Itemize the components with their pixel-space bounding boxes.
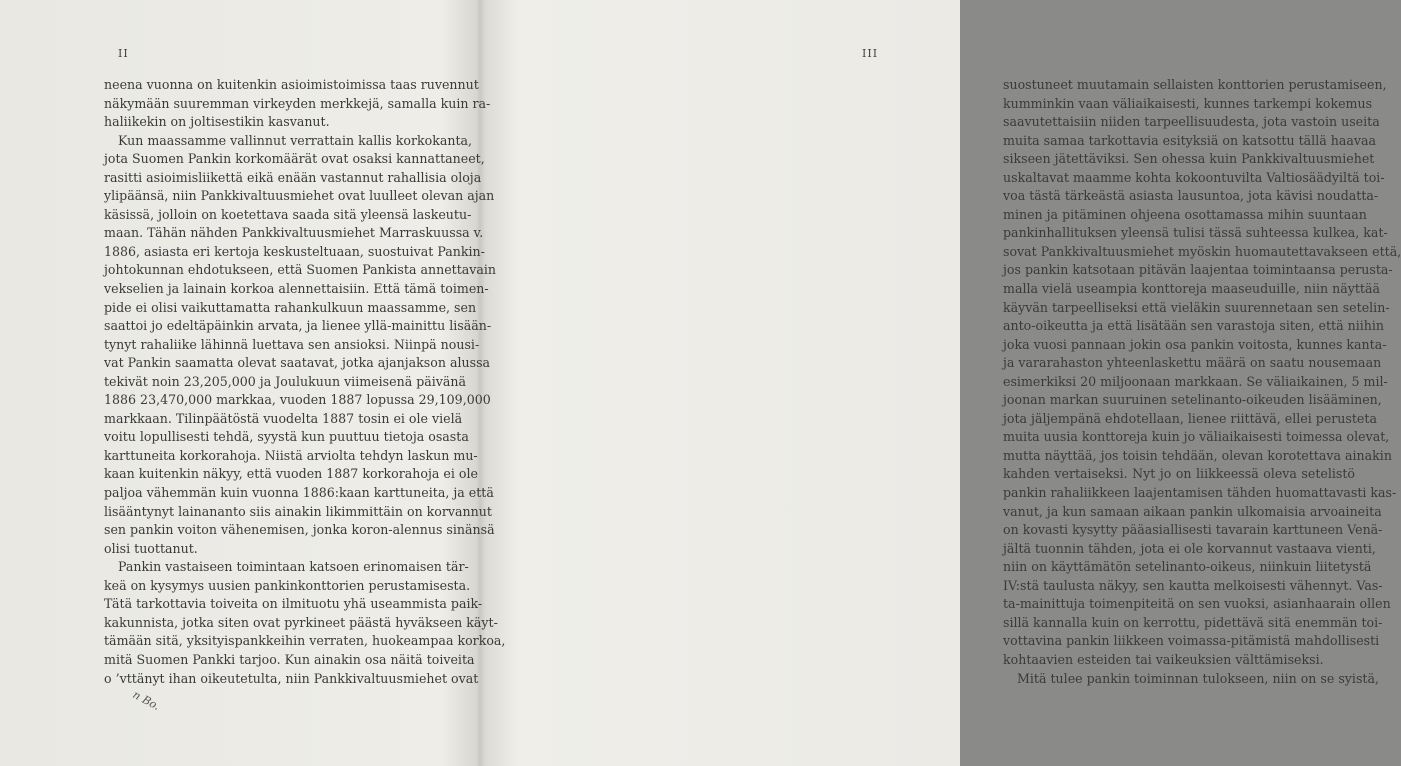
text-line: pide ei olisi vaikuttamatta rahankulkuun maassamme, sen xyxy=(104,299,477,315)
text-line: kumminkin vaan väliaikaisesti, kunnes tarkempi kokemus xyxy=(1003,95,1373,111)
text-line: vekselien ja lainain korkoa alennettaisiin. Että tämä toimen- xyxy=(104,281,489,297)
text-block xyxy=(104,76,506,688)
page-number: III xyxy=(862,47,879,60)
text-line: Mitä tulee pankin toiminnan tulokseen, niin on se syistä, xyxy=(1017,670,1379,686)
text-line: paljoa vähemmän kuin vuonna 1886:kaan karttuneita, ja että xyxy=(104,485,494,501)
text-line: ta-mainittuja toimenpiteitä on sen vuoksi, asianhaarain ollen xyxy=(1003,596,1391,612)
text-line: tekivät noin 23,205,000 ja Joulukuun viimeisenä päivänä xyxy=(104,373,467,389)
text-line: minen ja pitäminen ohjeena osottamassa mihin suuntaan xyxy=(1003,206,1367,222)
text-line: jos pankin katsotaan pitävän laajentaa toimintaansa perusta- xyxy=(1003,262,1393,278)
text-line: Tätä tarkottavia toiveita on ilmituotu yhä useammista paik- xyxy=(104,596,483,612)
text-block xyxy=(1003,76,1401,688)
text-line: uskaltavat maamme kohta kokoontuvilta Valtiosäädyiltä toi- xyxy=(1003,169,1385,185)
text-line: keä on kysymys uusien pankinkonttorien perustamisesta. xyxy=(104,577,471,593)
text-line: 1886 23,470,000 markkaa, vuoden 1887 lopussa 29,109,000 xyxy=(104,392,491,408)
text-line: kahden vertaiseksi. Nyt jo on liikkeessä oleva setelistö xyxy=(1003,466,1355,482)
text-line: johtokunnan ehdotukseen, että Suomen Pankista annettavain xyxy=(104,262,497,278)
text-line: vottavina pankin liikkeen voimassa-pitämistä mahdollisesti xyxy=(1003,633,1380,649)
right-page xyxy=(480,0,1401,766)
text-line: saattoi jo edeltäpäinkin arvata, ja lienee yllä-mainittu lisään- xyxy=(104,318,492,334)
text-line: sillä kannalla kuin on kerrottu, pidettävä sitä enemmän toi- xyxy=(1003,614,1383,630)
text-line: kaan kuitenkin näkyy, että vuoden 1887 korkorahoja ei ole xyxy=(104,466,478,482)
text-line: joka vuosi pannaan jokin osa pankin voitosta, kunnes kanta- xyxy=(1003,336,1387,352)
text-line: jota jäljempänä ehdotellaan, lienee riittävä, ellei perusteta xyxy=(1003,410,1377,426)
text-line: rasitti asioimisliikettä eikä enään vastannut rahallisia oloja xyxy=(104,169,482,185)
text-line: voitu lopullisesti tehdä, syystä kun puuttuu tietoja osasta xyxy=(104,429,469,445)
text-line: neena vuonna on kuitenkin asioimistoimissa taas ruvennut xyxy=(104,77,479,92)
text-line: 1886, asiasta eri kertoja keskusteltuaan, suostuivat Pankin- xyxy=(104,243,485,259)
text-line: maan. Tähän nähden Pankkivaltuusmiehet Marraskuussa v. xyxy=(104,225,484,241)
text-line: lisääntynyt lainananto siis ainakin likimmittäin on korvannut xyxy=(104,503,492,519)
text-line: ylipäänsä, niin Pankkivaltuusmiehet ovat luulleet olevan ajan xyxy=(104,188,495,204)
text-line: markkaan. Tilinpäätöstä vuodelta 1887 tosin ei ole vielä xyxy=(104,410,463,426)
text-line: mitä Suomen Pankki tarjoo. Kun ainakin osa näitä toiveita xyxy=(104,651,475,667)
text-line: sen pankin voiton vähenemisen, jonka koron-alennus sinänsä xyxy=(104,522,495,538)
text-line: suostuneet muutamain sellaisten konttorien perustamiseen, xyxy=(1003,77,1387,92)
text-line: niin on käyttämätön setelinanto-oikeus, niinkuin liitetystä xyxy=(1003,559,1372,575)
text-line: kohtaavien esteiden tai vaikeuksien välttämiseksi. xyxy=(1003,651,1324,667)
text-line: vanut, ja kun samaan aikaan pankin ulkomaisia arvoaineita xyxy=(1003,503,1382,519)
text-line: käyvän tarpeelliseksi että vieläkin suurennetaan sen setelin- xyxy=(1003,299,1390,315)
text-line: voa tästä tärkeästä asiasta lausuntoa, jota kävisi noudatta- xyxy=(1003,188,1379,204)
text-line: anto-oikeutta ja että lisätään sen varastoja siten, että niihin xyxy=(1003,318,1385,334)
text-line: tynyt rahaliike lähinnä luettava sen ansioksi. Niinpä nousi- xyxy=(104,336,480,352)
text-line: käsissä, jolloin on koetettava saada sitä yleensä laskeutu- xyxy=(104,206,472,222)
text-line: haliikekin on joltisestikin kasvanut. xyxy=(104,114,330,130)
text-line: muita uusia konttoreja kuin jo väliaikaisesti toimessa olevat, xyxy=(1003,429,1390,445)
text-line: karttuneita korkorahoja. Niistä arviolta tehdyn laskun mu- xyxy=(104,447,478,463)
text-line: kakunnista, jotka siten ovat pyrkineet päästä hyväkseen käyt- xyxy=(104,614,498,630)
text-line: esimerkiksi 20 miljoonaan markkaan. Se väliaikainen, 5 mil- xyxy=(1003,373,1388,389)
text-line: IV:stä taulusta näkyy, sen kautta melkoisesti vähennyt. Vas- xyxy=(1003,577,1383,593)
text-line: mutta näyttää, jos toisin tehdään, olevan korotettava ainakin xyxy=(1003,447,1392,463)
text-line: vat Pankin saamatta olevat saatavat, jotka ajanjakson alussa xyxy=(104,355,491,371)
text-line: jota Suomen Pankin korkomäärät ovat osaksi kannattaneet, xyxy=(104,151,485,167)
text-line: pankinhallituksen yleensä tulisi tässä suhteessa kulkea, kat- xyxy=(1003,225,1388,241)
handwritten-mark: n Bo. xyxy=(130,688,162,713)
text-line: näkymään suuremman virkeyden merkkejä, samalla kuin ra- xyxy=(104,95,491,111)
page-number: II xyxy=(118,47,129,60)
text-line: sikseen jätettäviksi. Sen ohessa kuin Pankkivaltuusmiehet xyxy=(1003,151,1375,167)
text-line: sovat Pankkivaltuusmiehet myöskin huomautettavakseen että, xyxy=(1003,243,1401,259)
text-line: saavutettaisiin niiden tarpeellisuudesta, jota vastoin useita xyxy=(1003,114,1380,130)
text-line: jältä tuonnin tähden, jota ei ole korvannut vastaava vienti, xyxy=(1003,540,1376,556)
text-line: o ’vttänyt ihan oikeutetulta, niin Pankkivaltuusmiehet ovat xyxy=(104,670,479,686)
text-line: olisi tuottanut. xyxy=(104,540,198,556)
text-line: on kovasti kysytty pääasiallisesti tavarain karttuneen Venä- xyxy=(1003,522,1383,538)
text-line: Kun maassamme vallinnut verrattain kallis korkokanta, xyxy=(118,132,473,148)
text-line: Pankin vastaiseen toimintaan katsoen erinomaisen tär- xyxy=(118,559,469,575)
text-line: muita samaa tarkottavia esityksiä on katsottu tällä haavaa xyxy=(1003,132,1376,148)
text-line: malla vielä useampia konttoreja maaseuduille, niin näyttää xyxy=(1003,281,1381,297)
text-line: pankin rahaliikkeen laajentamisen tähden huomattavasti kas- xyxy=(1003,485,1397,501)
text-line: ja vararahaston yhteenlaskettu määrä on saatu nousemaan xyxy=(1003,355,1382,371)
text-line: joonan markan suuruinen setelinanto-oikeuden lisääminen, xyxy=(1003,392,1382,408)
left-page xyxy=(0,0,506,766)
text-line: tämään sitä, yksityispankkeihin verraten, huokeampaa korkoa, xyxy=(104,633,506,649)
